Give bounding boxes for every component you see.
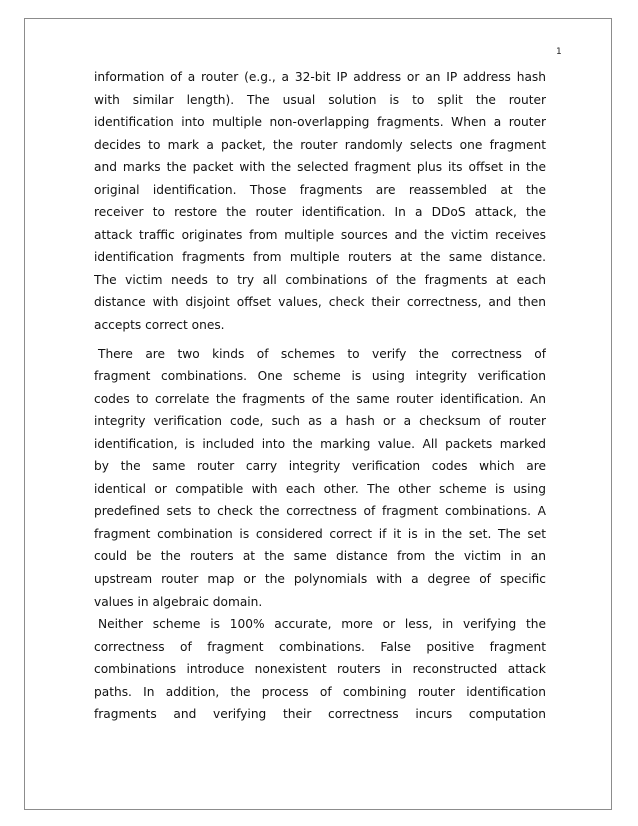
- text-line: fragment combinations. One scheme is using integrity verification: [94, 369, 546, 384]
- text-line: information of a router (e.g., a 32-bit IP address or an IP address hash: [94, 70, 546, 84]
- page-number: 1: [556, 47, 562, 57]
- text-line: decides to mark a packet, the router randomly selects one fragment: [94, 137, 546, 152]
- text-line: original identification. Those fragments are reassembled at the: [94, 182, 546, 197]
- text-line: values in algebraic domain.: [94, 594, 263, 609]
- text-line: fragment combination is considered correct if it is in the set. The set: [94, 526, 546, 541]
- text-line: upstream router map or the polynomials with a degree of specific: [94, 572, 546, 587]
- text-line: by the same router carry integrity verification codes which are: [94, 459, 546, 474]
- text-line: identification, is included into the marking value. All packets marked: [94, 436, 546, 451]
- document-body: [94, 66, 546, 726]
- text-line: receiver to restore the router identification. In a DDoS attack, the: [94, 205, 546, 220]
- text-line: integrity verification code, such as a hash or a checksum of router: [94, 414, 546, 429]
- text-line: with similar length). The usual solution is to split the router: [94, 92, 546, 107]
- text-line: predefined sets to check the correctness of fragment combinations. A: [94, 504, 546, 519]
- text-line: paths. In addition, the process of combining router identification: [94, 684, 546, 699]
- text-line: The victim needs to try all combinations of the fragments at each: [94, 272, 546, 287]
- text-line: Neither scheme is 100% accurate, more or less, in verifying the: [98, 617, 546, 632]
- paragraph-2: [94, 343, 546, 614]
- text-line: distance with disjoint offset values, check their correctness, and then: [94, 295, 546, 310]
- text-line: There are two kinds of schemes to verify the correctness of: [98, 346, 546, 361]
- paragraph-3: [94, 613, 546, 726]
- text-line: accepts correct ones.: [94, 318, 225, 333]
- text-line: identification fragments from multiple routers at the same distance.: [94, 250, 546, 265]
- paragraph-1: [94, 66, 546, 337]
- text-line: combinations introduce nonexistent routers in reconstructed attack: [94, 662, 546, 677]
- text-line: codes to correlate the fragments of the same router identification. An: [94, 391, 546, 406]
- text-line: fragments and verifying their correctness incurs computation: [94, 707, 546, 722]
- text-line: identification into multiple non-overlapping fragments. When a router: [94, 115, 546, 130]
- text-line: identical or compatible with each other. The other scheme is using: [94, 481, 546, 496]
- text-line: attack traffic originates from multiple sources and the victim receives: [94, 227, 546, 242]
- text-line: and marks the packet with the selected fragment plus its offset in the: [94, 160, 546, 175]
- text-line: could be the routers at the same distance from the victim in an: [94, 549, 546, 564]
- text-line: correctness of fragment combinations. False positive fragment: [94, 639, 546, 654]
